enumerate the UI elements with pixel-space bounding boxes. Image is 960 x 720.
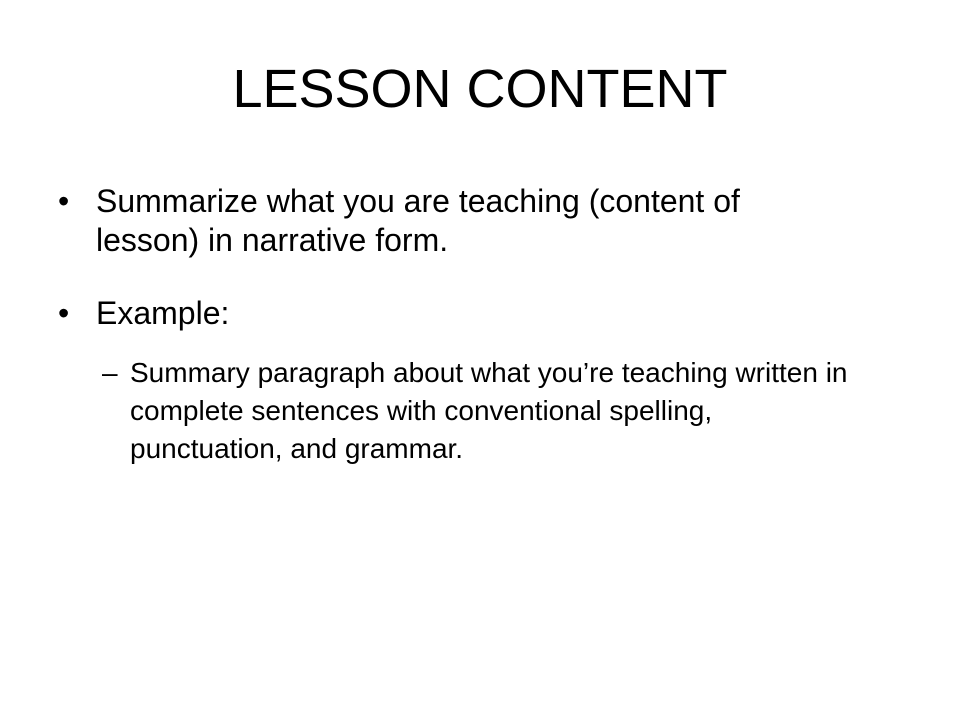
slide-title: LESSON CONTENT — [232, 59, 728, 119]
sub-bullet-item — [102, 354, 862, 468]
bullet-marker: • — [58, 295, 70, 331]
bullet-item — [58, 294, 838, 333]
bullet-marker: • — [58, 183, 70, 219]
sub-bullet-marker: – — [102, 357, 118, 388]
bullet-text: Example: — [96, 295, 230, 331]
sub-bullet-text: Summary paragraph about what you’re teaching written in complete sentences with conventional spelling, punctuation, and grammar. — [130, 357, 848, 464]
bullet-item — [58, 182, 838, 260]
bullet-text: Summarize what you are teaching (content of lesson) in narrative form. — [96, 183, 740, 258]
